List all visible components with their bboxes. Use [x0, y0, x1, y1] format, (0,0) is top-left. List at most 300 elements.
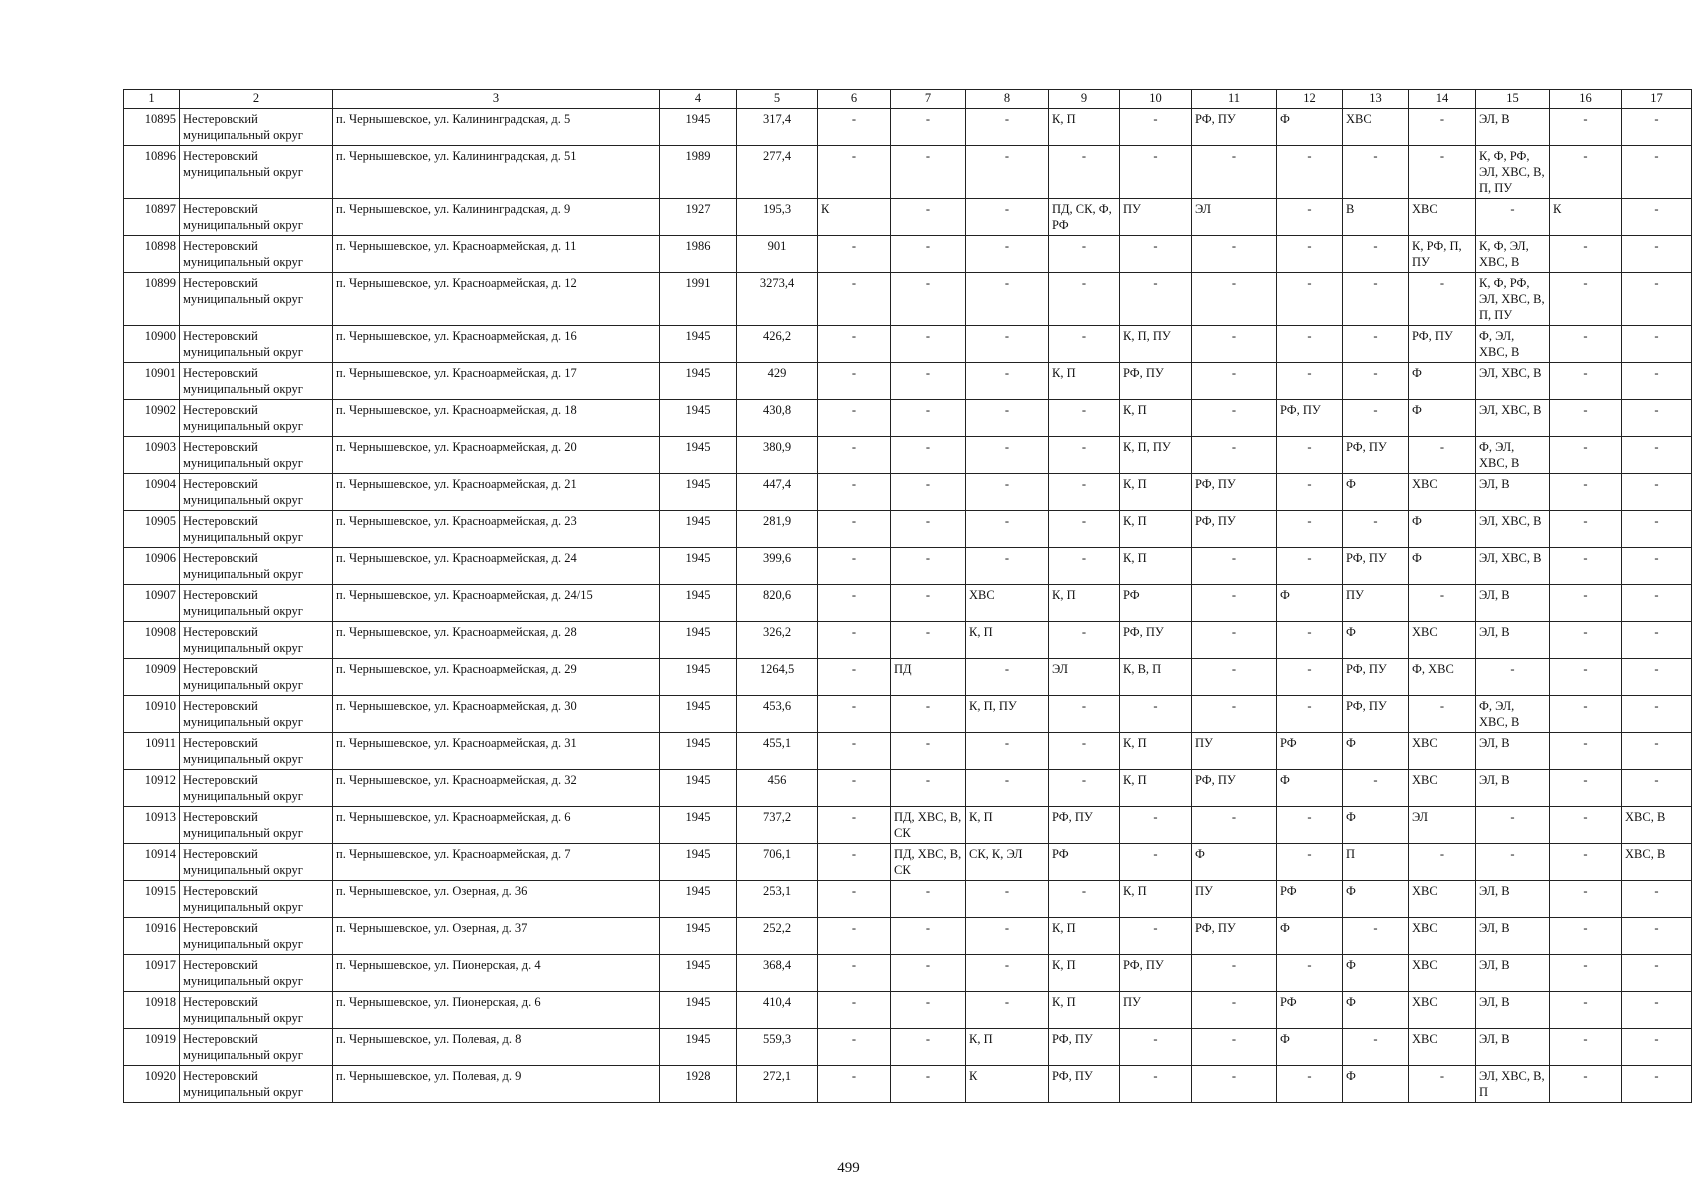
cell-district: Нестеровский муниципальный округ: [180, 548, 333, 585]
cell-col-15: -: [1476, 659, 1550, 696]
cell-col-10: РФ, ПУ: [1120, 363, 1192, 400]
table-row: [124, 955, 1692, 992]
table-row: [124, 146, 1692, 199]
cell-col-9: К, П: [1049, 109, 1120, 146]
cell-district: Нестеровский муниципальный округ: [180, 474, 333, 511]
cell-record-number: 10897: [124, 199, 180, 236]
cell-col-8: К: [966, 1066, 1049, 1103]
cell-col-17: -: [1622, 733, 1692, 770]
cell-address: п. Чернышевское, ул. Озерная, д. 37: [333, 918, 660, 955]
cell-district: Нестеровский муниципальный округ: [180, 807, 333, 844]
cell-col-6: -: [818, 511, 891, 548]
cell-col-6: -: [818, 400, 891, 437]
cell-district: Нестеровский муниципальный округ: [180, 273, 333, 326]
cell-col-16: -: [1550, 807, 1622, 844]
cell-record-number: 10895: [124, 109, 180, 146]
cell-record-number: 10896: [124, 146, 180, 199]
cell-col-9: РФ, ПУ: [1049, 1066, 1120, 1103]
cell-record-number: 10906: [124, 548, 180, 585]
cell-district: Нестеровский муниципальный округ: [180, 733, 333, 770]
cell-col-15: -: [1476, 199, 1550, 236]
cell-col-12: РФ: [1277, 881, 1343, 918]
cell-col-7: -: [891, 733, 966, 770]
cell-col-15: ЭЛ, ХВС, В: [1476, 363, 1550, 400]
table-row: [124, 622, 1692, 659]
cell-col-11: РФ, ПУ: [1192, 474, 1277, 511]
cell-district: Нестеровский муниципальный округ: [180, 770, 333, 807]
cell-col-10: РФ, ПУ: [1120, 622, 1192, 659]
cell-col-15: ЭЛ, ХВС, В: [1476, 511, 1550, 548]
cell-year-built: 1945: [660, 363, 737, 400]
cell-col-10: К, П, ПУ: [1120, 326, 1192, 363]
cell-col-17: -: [1622, 770, 1692, 807]
cell-col-10: К, П: [1120, 548, 1192, 585]
cell-year-built: 1945: [660, 659, 737, 696]
cell-year-built: 1945: [660, 437, 737, 474]
cell-col-8: -: [966, 955, 1049, 992]
cell-col-13: Ф: [1343, 622, 1409, 659]
cell-col-10: -: [1120, 1066, 1192, 1103]
column-header-10: 10: [1120, 90, 1192, 109]
cell-col-15: ЭЛ, В: [1476, 770, 1550, 807]
cell-col-8: -: [966, 146, 1049, 199]
cell-year-built: 1945: [660, 918, 737, 955]
cell-col-16: -: [1550, 273, 1622, 326]
column-header-9: 9: [1049, 90, 1120, 109]
cell-col-11: -: [1192, 622, 1277, 659]
cell-col-10: К, П: [1120, 474, 1192, 511]
cell-col-17: -: [1622, 918, 1692, 955]
cell-area: 1264,5: [737, 659, 818, 696]
cell-col-10: К, П: [1120, 733, 1192, 770]
cell-col-8: -: [966, 109, 1049, 146]
cell-col-16: -: [1550, 1029, 1622, 1066]
cell-area: 368,4: [737, 955, 818, 992]
cell-col-17: -: [1622, 696, 1692, 733]
cell-col-16: -: [1550, 548, 1622, 585]
cell-col-13: Ф: [1343, 807, 1409, 844]
cell-col-10: К, П: [1120, 511, 1192, 548]
cell-col-8: -: [966, 437, 1049, 474]
cell-year-built: 1945: [660, 955, 737, 992]
cell-col-12: -: [1277, 199, 1343, 236]
cell-col-7: -: [891, 437, 966, 474]
cell-district: Нестеровский муниципальный округ: [180, 1029, 333, 1066]
cell-col-11: -: [1192, 363, 1277, 400]
cell-col-7: -: [891, 511, 966, 548]
cell-col-16: -: [1550, 146, 1622, 199]
cell-district: Нестеровский муниципальный округ: [180, 696, 333, 733]
cell-address: п. Чернышевское, ул. Красноармейская, д. 30: [333, 696, 660, 733]
cell-year-built: 1945: [660, 844, 737, 881]
cell-district: Нестеровский муниципальный округ: [180, 659, 333, 696]
cell-col-7: -: [891, 109, 966, 146]
cell-area: 429: [737, 363, 818, 400]
cell-address: п. Чернышевское, ул. Красноармейская, д. 31: [333, 733, 660, 770]
cell-col-14: ХВС: [1409, 733, 1476, 770]
cell-col-16: -: [1550, 236, 1622, 273]
cell-col-17: -: [1622, 955, 1692, 992]
cell-area: 820,6: [737, 585, 818, 622]
cell-col-7: -: [891, 1066, 966, 1103]
cell-col-14: Ф: [1409, 400, 1476, 437]
cell-record-number: 10911: [124, 733, 180, 770]
cell-col-6: -: [818, 918, 891, 955]
cell-col-10: ПУ: [1120, 992, 1192, 1029]
cell-year-built: 1945: [660, 474, 737, 511]
cell-col-8: -: [966, 273, 1049, 326]
cell-col-11: ЭЛ: [1192, 199, 1277, 236]
cell-col-13: -: [1343, 1029, 1409, 1066]
cell-col-9: К, П: [1049, 585, 1120, 622]
cell-col-6: -: [818, 273, 891, 326]
cell-col-7: -: [891, 992, 966, 1029]
column-header-1: 1: [124, 90, 180, 109]
cell-area: 281,9: [737, 511, 818, 548]
cell-year-built: 1945: [660, 622, 737, 659]
cell-col-16: -: [1550, 400, 1622, 437]
cell-record-number: 10908: [124, 622, 180, 659]
cell-col-11: -: [1192, 273, 1277, 326]
cell-col-13: -: [1343, 511, 1409, 548]
cell-col-7: -: [891, 326, 966, 363]
cell-col-11: -: [1192, 326, 1277, 363]
cell-record-number: 10914: [124, 844, 180, 881]
cell-address: п. Чернышевское, ул. Красноармейская, д. 7: [333, 844, 660, 881]
table-row: [124, 511, 1692, 548]
cell-col-9: -: [1049, 881, 1120, 918]
cell-col-9: -: [1049, 733, 1120, 770]
cell-col-10: ПУ: [1120, 199, 1192, 236]
cell-year-built: 1928: [660, 1066, 737, 1103]
cell-col-8: К, П: [966, 807, 1049, 844]
cell-col-16: -: [1550, 955, 1622, 992]
cell-col-6: -: [818, 109, 891, 146]
cell-record-number: 10917: [124, 955, 180, 992]
cell-area: 399,6: [737, 548, 818, 585]
column-header-7: 7: [891, 90, 966, 109]
cell-district: Нестеровский муниципальный округ: [180, 511, 333, 548]
cell-area: 901: [737, 236, 818, 273]
registry-sheet: [123, 89, 1671, 1103]
cell-col-11: РФ, ПУ: [1192, 511, 1277, 548]
cell-col-10: РФ, ПУ: [1120, 955, 1192, 992]
registry-table: [123, 89, 1692, 1103]
cell-col-10: -: [1120, 1029, 1192, 1066]
cell-col-9: К, П: [1049, 992, 1120, 1029]
cell-record-number: 10919: [124, 1029, 180, 1066]
cell-col-8: -: [966, 400, 1049, 437]
cell-record-number: 10909: [124, 659, 180, 696]
cell-col-16: -: [1550, 437, 1622, 474]
cell-col-14: РФ, ПУ: [1409, 326, 1476, 363]
cell-col-14: ХВС: [1409, 199, 1476, 236]
cell-col-13: П: [1343, 844, 1409, 881]
cell-year-built: 1945: [660, 511, 737, 548]
cell-col-14: ХВС: [1409, 918, 1476, 955]
cell-col-13: РФ, ПУ: [1343, 437, 1409, 474]
cell-col-16: -: [1550, 881, 1622, 918]
cell-col-12: -: [1277, 474, 1343, 511]
cell-col-15: ЭЛ, ХВС, В: [1476, 400, 1550, 437]
cell-col-9: -: [1049, 236, 1120, 273]
cell-col-16: -: [1550, 363, 1622, 400]
cell-address: п. Чернышевское, ул. Красноармейская, д. 28: [333, 622, 660, 659]
cell-address: п. Чернышевское, ул. Красноармейская, д. 18: [333, 400, 660, 437]
page-number: 499: [837, 1160, 860, 1176]
cell-col-11: -: [1192, 1029, 1277, 1066]
cell-col-14: К, РФ, П, ПУ: [1409, 236, 1476, 273]
cell-col-6: -: [818, 955, 891, 992]
cell-area: 455,1: [737, 733, 818, 770]
cell-col-16: -: [1550, 696, 1622, 733]
cell-col-15: ЭЛ, В: [1476, 109, 1550, 146]
cell-col-7: -: [891, 918, 966, 955]
cell-col-17: ХВС, В: [1622, 807, 1692, 844]
cell-col-17: -: [1622, 326, 1692, 363]
cell-col-12: РФ: [1277, 992, 1343, 1029]
cell-col-7: -: [891, 696, 966, 733]
cell-col-16: -: [1550, 622, 1622, 659]
cell-col-6: -: [818, 1066, 891, 1103]
cell-col-8: СК, К, ЭЛ: [966, 844, 1049, 881]
cell-col-16: -: [1550, 474, 1622, 511]
cell-year-built: 1989: [660, 146, 737, 199]
cell-area: 253,1: [737, 881, 818, 918]
cell-col-9: -: [1049, 474, 1120, 511]
cell-record-number: 10902: [124, 400, 180, 437]
cell-col-12: РФ: [1277, 733, 1343, 770]
cell-col-8: -: [966, 548, 1049, 585]
column-header-6: 6: [818, 90, 891, 109]
cell-col-13: РФ, ПУ: [1343, 659, 1409, 696]
table-row: [124, 918, 1692, 955]
cell-col-6: К: [818, 199, 891, 236]
cell-district: Нестеровский муниципальный округ: [180, 992, 333, 1029]
cell-col-15: К, Ф, ЭЛ, ХВС, В: [1476, 236, 1550, 273]
cell-col-15: ЭЛ, В: [1476, 622, 1550, 659]
cell-district: Нестеровский муниципальный округ: [180, 918, 333, 955]
cell-col-7: -: [891, 236, 966, 273]
cell-area: 3273,4: [737, 273, 818, 326]
cell-col-11: -: [1192, 146, 1277, 199]
cell-col-10: -: [1120, 109, 1192, 146]
cell-col-10: -: [1120, 696, 1192, 733]
cell-year-built: 1945: [660, 992, 737, 1029]
cell-col-14: -: [1409, 146, 1476, 199]
cell-col-14: Ф: [1409, 511, 1476, 548]
cell-col-9: -: [1049, 437, 1120, 474]
cell-col-8: К, П, ПУ: [966, 696, 1049, 733]
cell-col-16: -: [1550, 1066, 1622, 1103]
cell-col-7: -: [891, 273, 966, 326]
cell-year-built: 1945: [660, 807, 737, 844]
registry-table-body: [124, 109, 1692, 1103]
cell-col-6: -: [818, 844, 891, 881]
cell-col-7: -: [891, 770, 966, 807]
cell-col-9: -: [1049, 326, 1120, 363]
cell-address: п. Чернышевское, ул. Красноармейская, д. 24: [333, 548, 660, 585]
cell-col-15: ЭЛ, ХВС, В, П: [1476, 1066, 1550, 1103]
cell-record-number: 10918: [124, 992, 180, 1029]
cell-col-17: -: [1622, 199, 1692, 236]
cell-col-11: -: [1192, 955, 1277, 992]
cell-col-13: Ф: [1343, 1066, 1409, 1103]
cell-area: 380,9: [737, 437, 818, 474]
table-row: [124, 326, 1692, 363]
table-row: [124, 881, 1692, 918]
cell-col-16: -: [1550, 511, 1622, 548]
cell-col-8: -: [966, 199, 1049, 236]
cell-col-14: -: [1409, 437, 1476, 474]
cell-col-14: ХВС: [1409, 770, 1476, 807]
cell-area: 456: [737, 770, 818, 807]
cell-record-number: 10912: [124, 770, 180, 807]
cell-address: п. Чернышевское, ул. Красноармейская, д. 23: [333, 511, 660, 548]
cell-col-15: ЭЛ, В: [1476, 881, 1550, 918]
cell-col-16: -: [1550, 992, 1622, 1029]
cell-col-13: Ф: [1343, 992, 1409, 1029]
cell-col-8: -: [966, 474, 1049, 511]
cell-col-6: -: [818, 807, 891, 844]
cell-col-8: -: [966, 770, 1049, 807]
cell-col-6: -: [818, 437, 891, 474]
cell-col-13: РФ, ПУ: [1343, 548, 1409, 585]
cell-col-14: ХВС: [1409, 622, 1476, 659]
cell-col-13: В: [1343, 199, 1409, 236]
cell-col-11: -: [1192, 696, 1277, 733]
cell-year-built: 1927: [660, 199, 737, 236]
cell-col-12: -: [1277, 807, 1343, 844]
cell-col-9: -: [1049, 511, 1120, 548]
cell-area: 277,4: [737, 146, 818, 199]
cell-col-17: -: [1622, 881, 1692, 918]
column-header-16: 16: [1550, 90, 1622, 109]
table-row: [124, 807, 1692, 844]
cell-year-built: 1945: [660, 881, 737, 918]
cell-col-11: РФ, ПУ: [1192, 770, 1277, 807]
cell-col-12: -: [1277, 236, 1343, 273]
cell-col-14: ХВС: [1409, 992, 1476, 1029]
cell-col-12: -: [1277, 511, 1343, 548]
cell-district: Нестеровский муниципальный округ: [180, 585, 333, 622]
cell-col-13: -: [1343, 918, 1409, 955]
cell-col-6: -: [818, 326, 891, 363]
cell-col-6: -: [818, 363, 891, 400]
cell-address: п. Чернышевское, ул. Полевая, д. 8: [333, 1029, 660, 1066]
cell-area: 326,2: [737, 622, 818, 659]
cell-district: Нестеровский муниципальный округ: [180, 844, 333, 881]
cell-col-10: РФ: [1120, 585, 1192, 622]
cell-address: п. Чернышевское, ул. Красноармейская, д. 20: [333, 437, 660, 474]
cell-col-11: -: [1192, 659, 1277, 696]
cell-col-10: -: [1120, 236, 1192, 273]
cell-col-13: РФ, ПУ: [1343, 696, 1409, 733]
cell-col-9: РФ, ПУ: [1049, 1029, 1120, 1066]
table-row: [124, 273, 1692, 326]
cell-area: 447,4: [737, 474, 818, 511]
cell-col-6: -: [818, 881, 891, 918]
cell-col-12: РФ, ПУ: [1277, 400, 1343, 437]
cell-col-10: -: [1120, 918, 1192, 955]
cell-col-16: -: [1550, 326, 1622, 363]
cell-address: п. Чернышевское, ул. Полевая, д. 9: [333, 1066, 660, 1103]
cell-col-10: -: [1120, 273, 1192, 326]
cell-col-9: -: [1049, 622, 1120, 659]
cell-col-12: -: [1277, 955, 1343, 992]
cell-col-14: ХВС: [1409, 1029, 1476, 1066]
cell-col-17: -: [1622, 474, 1692, 511]
table-row: [124, 199, 1692, 236]
cell-col-12: -: [1277, 1066, 1343, 1103]
cell-address: п. Чернышевское, ул. Красноармейская, д. 11: [333, 236, 660, 273]
cell-district: Нестеровский муниципальный округ: [180, 363, 333, 400]
cell-record-number: 10903: [124, 437, 180, 474]
cell-col-7: -: [891, 622, 966, 659]
cell-col-6: -: [818, 659, 891, 696]
cell-col-11: ПУ: [1192, 881, 1277, 918]
cell-col-12: -: [1277, 146, 1343, 199]
cell-year-built: 1945: [660, 109, 737, 146]
cell-col-15: -: [1476, 807, 1550, 844]
cell-year-built: 1945: [660, 400, 737, 437]
cell-col-17: -: [1622, 273, 1692, 326]
cell-col-16: -: [1550, 109, 1622, 146]
cell-col-17: -: [1622, 548, 1692, 585]
cell-area: 430,8: [737, 400, 818, 437]
cell-area: 453,6: [737, 696, 818, 733]
cell-col-11: Ф: [1192, 844, 1277, 881]
cell-col-8: -: [966, 733, 1049, 770]
column-header-11: 11: [1192, 90, 1277, 109]
cell-col-12: -: [1277, 622, 1343, 659]
cell-col-8: -: [966, 992, 1049, 1029]
cell-col-14: ХВС: [1409, 881, 1476, 918]
cell-address: п. Чернышевское, ул. Озерная, д. 36: [333, 881, 660, 918]
column-header-17: 17: [1622, 90, 1692, 109]
column-header-12: 12: [1277, 90, 1343, 109]
cell-col-15: К, Ф, РФ, ЭЛ, ХВС, В, П, ПУ: [1476, 273, 1550, 326]
column-header-5: 5: [737, 90, 818, 109]
cell-district: Нестеровский муниципальный округ: [180, 146, 333, 199]
cell-col-9: -: [1049, 273, 1120, 326]
cell-area: 272,1: [737, 1066, 818, 1103]
cell-col-14: -: [1409, 585, 1476, 622]
cell-col-9: -: [1049, 146, 1120, 199]
cell-col-16: -: [1550, 659, 1622, 696]
cell-year-built: 1945: [660, 548, 737, 585]
table-row: [124, 659, 1692, 696]
cell-col-13: -: [1343, 236, 1409, 273]
cell-record-number: 10900: [124, 326, 180, 363]
cell-col-10: К, В, П: [1120, 659, 1192, 696]
cell-col-9: ЭЛ: [1049, 659, 1120, 696]
cell-year-built: 1945: [660, 585, 737, 622]
cell-col-9: К, П: [1049, 955, 1120, 992]
cell-year-built: 1945: [660, 1029, 737, 1066]
cell-col-14: ХВС: [1409, 955, 1476, 992]
cell-col-6: -: [818, 548, 891, 585]
cell-col-13: Ф: [1343, 955, 1409, 992]
cell-district: Нестеровский муниципальный округ: [180, 1066, 333, 1103]
cell-area: 559,3: [737, 1029, 818, 1066]
cell-address: п. Чернышевское, ул. Красноармейская, д. 24/15: [333, 585, 660, 622]
cell-year-built: 1945: [660, 733, 737, 770]
cell-col-17: -: [1622, 585, 1692, 622]
cell-col-14: ХВС: [1409, 474, 1476, 511]
cell-record-number: 10899: [124, 273, 180, 326]
cell-col-9: -: [1049, 400, 1120, 437]
